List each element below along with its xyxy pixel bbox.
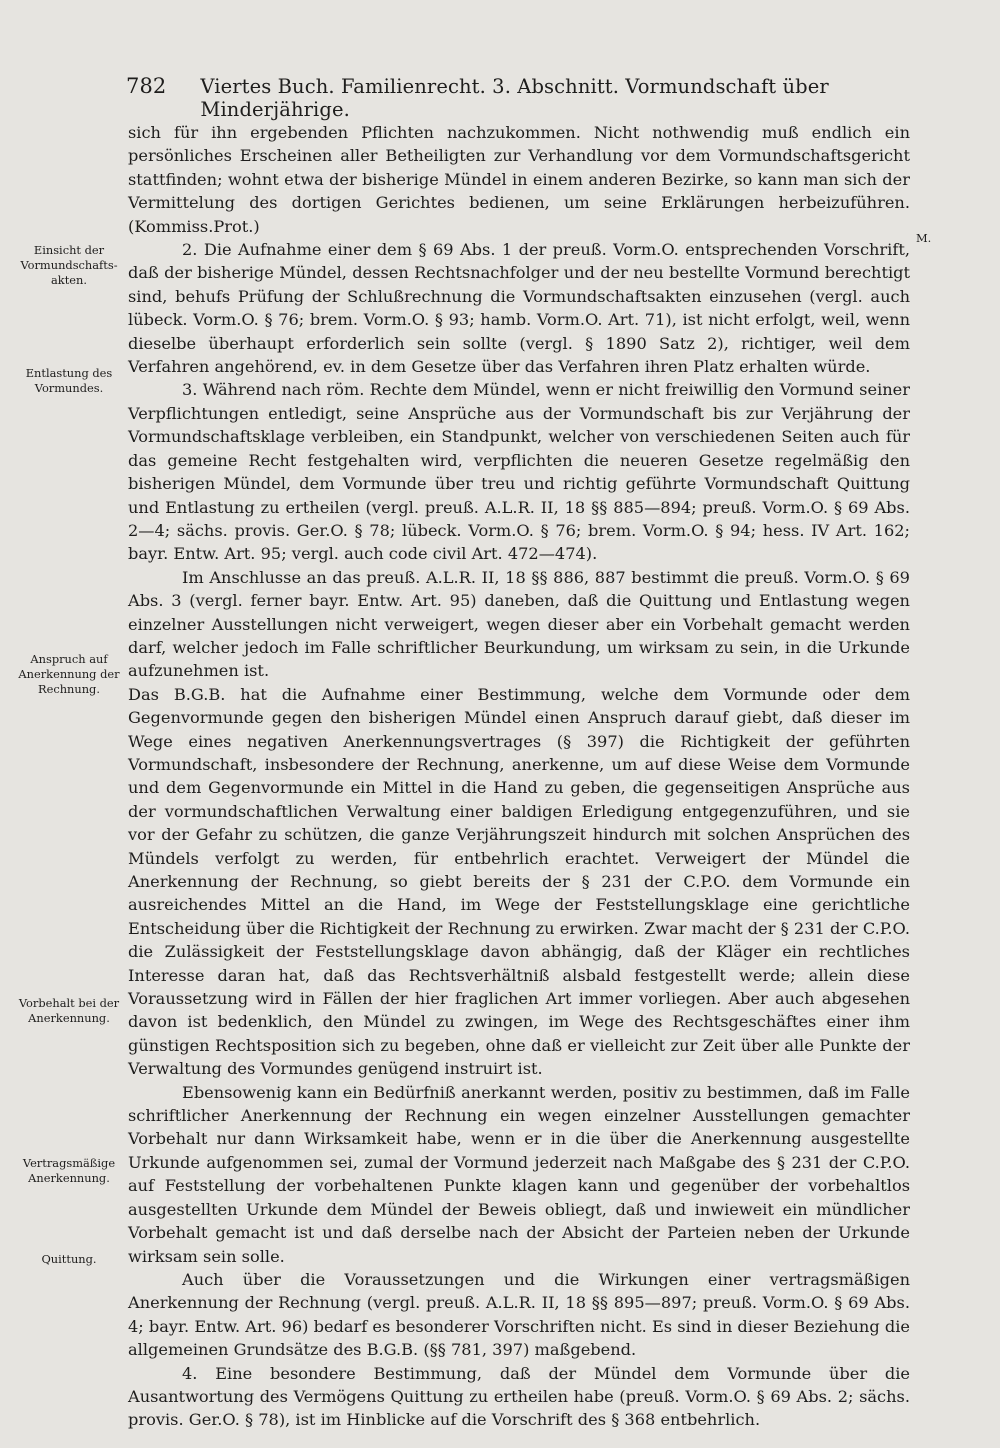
margin-note-anspruch: Anspruch auf Anerkennung der Rechnung. <box>18 652 120 696</box>
margin-note-entlastung: Entlastung des Vormundes. <box>25 366 113 395</box>
margin-note-einsicht: Einsicht der Vormundschafts-akten. <box>20 243 118 287</box>
running-header <box>126 74 916 121</box>
margin-note-vertrag: Vertragsmäßige Anerkennung. <box>22 1156 116 1185</box>
paragraph: Das B.G.B. hat die Aufnahme einer Bestimmung, welche dem Vormunde oder dem Gegenvormunde gegen den bisherigen Mündel einen Anspruch darauf giebt, daß dieser im Wege eines negativen Anerkennungsvertrages (§ 397) die Richtigkeit der geführten Vormundschaft, insbesondere der Rechnung, anerkenne, um auf diese Weise dem Vormunde und dem Gegenvormunde ein Mittel in die Hand zu geben, die gegenseitigen Ansprüche aus der vormundschaftlichen Verwaltung einer baldigen Erledigung entgegenzuführen, und sie vor der Gefahr zu schützen, die ganze Verjährungszeit hindurch mit solchen Ansprüchen des Mündels verfolgt zu werden, für entbehrlich erachtet. Verweigert der Mündel die Anerkennung der Rechnung, so giebt bereits der § 231 der C.P.O. dem Vormunde ein ausreichendes Mittel an die Hand, im Wege der Feststellungsklage eine gerichtliche Entscheidung über die Richtigkeit der Rechnung zu erwirken. Zwar macht der § 231 der C.P.O. die Zulässigkeit der Feststellungsklage davon abhängig, daß der Kläger ein rechtliches Interesse daran hat, daß das Rechtsverhältniß alsbald festgestellt werde; allein diese Voraussetzung wird in Fällen der hier fraglichen Art immer vorliegen. Aber auch abgesehen davon ist bedenklich, den Mündel zu zwingen, im Wege des Rechtsgeschäftes einer ihm günstigen Rechtsposition sich zu begeben, ohne daß er vielleicht zur Zeit über alle Punkte der Verwaltung des Vormundes genügend instruirt ist. <box>128 684 910 1079</box>
paragraph: Auch über die Voraussetzungen und die Wirkungen einer vertragsmäßigen Anerkennung der Rechnung (vergl. preuß. A.L.R. II, 18 §§ 895—897; preuß. Vorm.O. § 69 Abs. 4; bayr. Entw. Art. 96) bedarf es besonderer Vorschriften nicht. Es sind in dieser Beziehung die allgemeinen Grundsätze des B.G.B. (§§ 781, 397) maßgebend. <box>128 1269 910 1360</box>
paragraph: Ebensowenig kann ein Bedürfniß anerkannt werden, positiv zu bestimmen, daß im Falle schriftlicher Anerkennung der Rechnung ein wegen einzelner Ausstellungen gemachter Vorbehalt nur dann Wirksamkeit habe, wenn er in die über die Anerkennung ausgestellte Urkunde aufgenommen sei, zumal der Vormund jederzeit nach Maßgabe des § 231 der C.P.O. auf Feststellung der vorbehaltenen Punkte klagen kann und gegenüber der vorbehaltlos ausgestellten Urkunde dem Mündel der Beweis obliegt, daß und inwieweit ein mündlicher Vorbehalt gemacht ist und daß derselbe nach der Absicht der Parteien neben der Urkunde wirksam sein solle. <box>128 1082 910 1266</box>
body-text <box>128 121 910 1432</box>
margin-note-vorbehalt: Vorbehalt bei der Anerkennung. <box>18 996 120 1025</box>
paragraph: 2. Die Aufnahme einer dem § 69 Abs. 1 der preuß. Vorm.O. entsprechenden Vorschrift, daß der bisherige Mündel, dessen Rechtsnachfolger und der neu bestellte Vormund berechtigt sind, behufs Prüfung der Schlußrechnung die Vormundschaftsakten einzusehen (vergl. auch lübeck. Vorm.O. § 76; brem. Vorm.O. § 93; hamb. Vorm.O. Art. 71), ist nicht erfolgt, weil, wenn dieselbe überhaupt erforderlich sein sollte (vergl. § 1890 Satz 2), richtiger, weil dem Verfahren angehörend, ev. in dem Gesetze über das Verfahren ihren Platz erhalten würde. <box>128 240 910 377</box>
running-title: Viertes Buch. Familienrecht. 3. Abschnitt. Vormundschaft über Minderjährige. <box>200 75 829 121</box>
paragraph: 4. Eine besondere Bestimmung, daß der Mündel dem Vormunde über die Ausantwortung des Vermögens Quittung zu ertheilen habe (preuß. Vorm.O. § 69 Abs. 2; sächs. provis. Ger.O. § 78), ist im Hinblicke auf die Vorschrift des § 368 entbehrlich. <box>128 1363 910 1430</box>
paragraph: Im Anschlusse an das preuß. A.L.R. II, 18 §§ 886, 887 bestimmt die preuß. Vorm.O. § 69 Abs. 3 (vergl. ferner bayr. Entw. Art. 95) daneben, daß die Quittung und Entlastung wegen einzelner Ausstellungen nicht verweigert, wegen dieser aber ein Vorbehalt gemacht werden darf, welcher jedoch im Falle schriftlicher Beurkundung, um wirksam zu sein, in die Urkunde aufzunehmen ist. <box>128 567 910 681</box>
paragraph: sich für ihn ergebenden Pflichten nachzukommen. Nicht nothwendig muß endlich ein persönliches Erscheinen aller Betheiligten zur Verhandlung vor dem Vormundschaftsgericht stattfinden; wohnt etwa der bisherige Mündel in einem anderen Bezirke, so kann man sich der Vermittelung des dortigen Gerichtes bedienen, um seine Erklärungen herbeizuführen. (Kommiss.Prot.) <box>128 123 910 236</box>
page-number: 782 <box>126 74 167 98</box>
margin-note-quittung: Quittung. <box>41 1252 97 1266</box>
paragraph: 3. Während nach röm. Rechte dem Mündel, wenn er nicht freiwillig den Vormund seiner Verpflichtungen entledigt, seine Ansprüche aus der Vormundschaft bis zur Verjährung der Vormundschaftsklage verbleiben, ein Standpunkt, welcher von verschiedenen Seiten auch für das gemeine Recht festgehalten wird, verpflichten die neueren Gesetze regelmäßig den bisherigen Mündel, dem Vormunde über treu und richtig geführte Vormundschaft Quittung und Entlastung zu ertheilen (vergl. preuß. A.L.R. II, 18 §§ 885—894; preuß. Vorm.O. § 69 Abs. 2—4; sächs. provis. Ger.O. § 78; lübeck. Vorm.O. § 76; brem. Vorm.O. § 94; hess. IV Art. 162; bayr. Entw. Art. 95; vergl. auch code civil Art. 472—474). <box>128 380 910 564</box>
margin-note-right: M. <box>916 231 932 245</box>
